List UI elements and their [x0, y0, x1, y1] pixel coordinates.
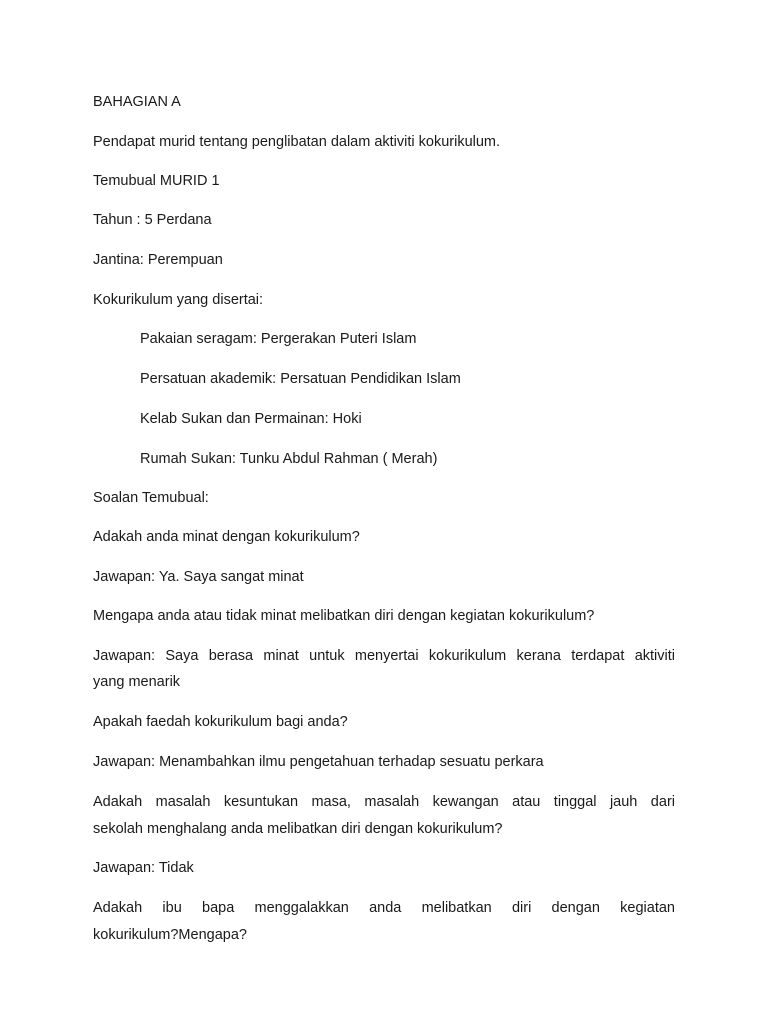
- question-4-line-1: Adakah masalah kesuntukan masa, masalah kewangan atau tinggal jauh dari: [93, 794, 675, 810]
- gender-line: Jantina: Perempuan: [93, 252, 223, 268]
- cocurricular-item: Rumah Sukan: Tunku Abdul Rahman ( Merah): [140, 451, 438, 467]
- interview-label: Temubual MURID 1: [93, 173, 220, 189]
- year-line: Tahun : 5 Perdana: [93, 212, 212, 228]
- question-2: Mengapa anda atau tidak minat melibatkan diri dengan kegiatan kokurikulum?: [93, 608, 595, 624]
- question-1: Adakah anda minat dengan kokurikulum?: [93, 529, 360, 545]
- question-5-line-2: kokurikulum?Mengapa?: [93, 927, 247, 943]
- answer-2-line-1: Jawapan: Saya berasa minat untuk menyertai kokurikulum kerana terdapat aktiviti: [93, 648, 675, 664]
- topic-line: Pendapat murid tentang penglibatan dalam aktiviti kokurikulum.: [93, 134, 501, 150]
- cocurricular-heading: Kokurikulum yang disertai:: [93, 292, 264, 308]
- question-5-line-1: Adakah ibu bapa menggalakkan anda melibatkan diri dengan kegiatan: [93, 900, 675, 916]
- section-title: BAHAGIAN A: [93, 94, 181, 110]
- cocurricular-item: Pakaian seragam: Pergerakan Puteri Islam: [140, 331, 417, 347]
- cocurricular-item: Kelab Sukan dan Permainan: Hoki: [140, 411, 362, 427]
- answer-4: Jawapan: Tidak: [93, 860, 194, 876]
- cocurricular-item: Persatuan akademik: Persatuan Pendidikan Islam: [140, 371, 461, 387]
- answer-2-line-2: yang menarik: [93, 674, 181, 690]
- questions-heading: Soalan Temubual:: [93, 490, 209, 506]
- answer-1: Jawapan: Ya. Saya sangat minat: [93, 569, 304, 585]
- question-3: Apakah faedah kokurikulum bagi anda?: [93, 714, 348, 730]
- answer-3: Jawapan: Menambahkan ilmu pengetahuan terhadap sesuatu perkara: [93, 754, 544, 770]
- question-4-line-2: sekolah menghalang anda melibatkan diri dengan kokurikulum?: [93, 821, 503, 837]
